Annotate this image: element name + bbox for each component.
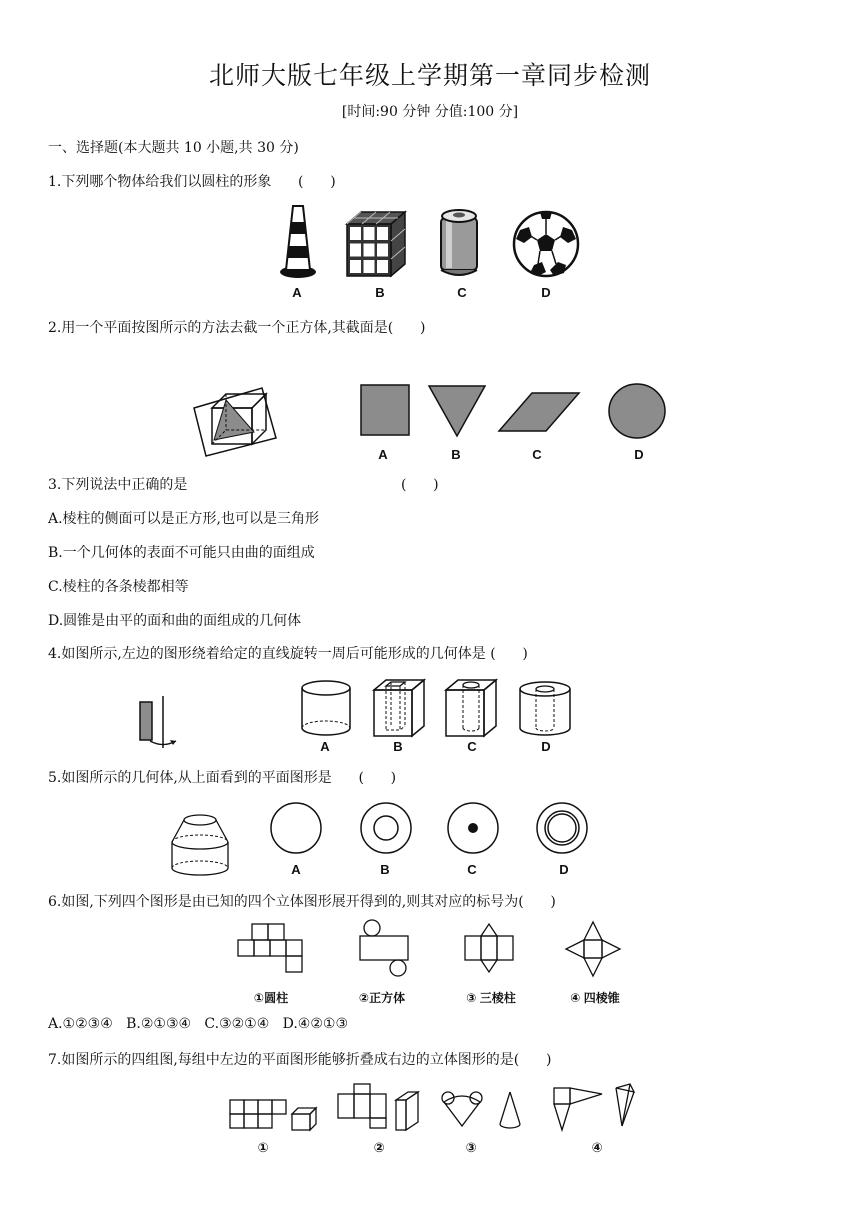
circle-with-dot-icon	[447, 802, 499, 854]
frustum-on-cylinder-figure	[166, 812, 234, 878]
triple-ring-icon	[536, 802, 588, 854]
q2-option-d-label: D	[634, 447, 644, 462]
cylinder-net-figure	[356, 918, 412, 978]
cube-cross-section-figure	[192, 386, 292, 458]
cube-net-figure	[236, 922, 306, 974]
q1-option-c-label: C	[457, 285, 467, 300]
question-5: 5.如图所示的几何体,从上面看到的平面图形是 ( )	[48, 770, 397, 786]
question-1: 1.下列哪个物体给我们以圆柱的形象 ( )	[48, 174, 336, 190]
q1-option-a-label: A	[292, 285, 302, 300]
square-section-icon	[360, 384, 410, 436]
box-with-prism-hole-icon	[372, 678, 426, 738]
cylinder-with-hole-icon	[518, 680, 572, 738]
q3-option-d: D.圆锥是由平的面和曲的面组成的几何体	[48, 613, 302, 629]
triangular-prism-net-figure	[463, 922, 517, 976]
q4-option-c-label: C	[467, 739, 477, 754]
net-pyramid-pair-figure	[552, 1080, 636, 1132]
section-heading: 一、选择题(本大题共 10 小题,共 30 分)	[48, 140, 299, 156]
q3-option-b: B.一个几何体的表面不可能只由曲的面组成	[48, 545, 315, 561]
question-4: 4.如图所示,左边的图形绕着给定的直线旋转一周后可能形成的几何体是 ( )	[48, 646, 528, 662]
q6-caption-1: ①圆柱	[253, 991, 289, 1005]
box-with-cylinder-hole-icon	[444, 678, 498, 738]
exam-info: [时间:90 分钟 分值:100 分]	[341, 104, 519, 120]
q3-option-a: A.棱柱的侧面可以是正方形,也可以是三角形	[48, 511, 320, 527]
soda-can-icon	[438, 206, 480, 280]
q6-caption-3: ③ 三棱柱	[466, 991, 516, 1005]
q1-option-b-label: B	[375, 285, 385, 300]
q2-option-b-label: B	[451, 447, 461, 462]
net-cone-pair-figure	[440, 1088, 526, 1132]
q4-option-b-label: B	[393, 739, 403, 754]
q3-option-c: C.棱柱的各条棱都相等	[48, 579, 189, 595]
q5-option-a-label: A	[291, 862, 301, 877]
triangle-section-icon	[428, 385, 486, 437]
rubiks-cube-icon	[343, 210, 407, 278]
cylinder-icon	[300, 680, 352, 738]
q1-option-d-label: D	[541, 285, 551, 300]
question-3: 3.下列说法中正确的是 ( )	[48, 477, 439, 493]
question-7: 7.如图所示的四组图,每组中左边的平面图形能够折叠成右边的立体图形的是( )	[48, 1052, 552, 1068]
single-circle-icon	[270, 802, 322, 854]
q5-option-b-label: B	[380, 862, 390, 877]
concentric-circles-icon	[360, 802, 412, 854]
q6-caption-4: ④ 四棱锥	[570, 991, 620, 1005]
traffic-cone-icon	[276, 204, 320, 280]
soccer-ball-icon	[512, 210, 580, 278]
q7-group-4-label: ④	[591, 1140, 603, 1155]
q5-option-d-label: D	[559, 862, 569, 877]
rotation-figure	[136, 696, 180, 750]
q2-option-a-label: A	[378, 447, 388, 462]
q5-option-c-label: C	[467, 862, 477, 877]
pyramid-net-figure	[564, 920, 622, 978]
page-title: 北师大版七年级上学期第一章同步检测	[208, 61, 651, 90]
q7-group-2-label: ②	[373, 1140, 385, 1155]
q4-option-d-label: D	[541, 739, 551, 754]
net-prism-pair-figure	[336, 1082, 420, 1132]
q4-option-a-label: A	[320, 739, 330, 754]
q6-caption-2: ②正方体	[358, 991, 406, 1005]
circle-section-icon	[608, 383, 666, 439]
q7-group-3-label: ③	[465, 1140, 477, 1155]
q2-option-c-label: C	[532, 447, 542, 462]
net-cube-pair-figure	[228, 1098, 322, 1132]
q7-group-1-label: ①	[257, 1140, 269, 1155]
question-6: 6.如图,下列四个图形是由已知的四个立体图形展开得到的,则其对应的标号为( )	[48, 894, 556, 910]
parallelogram-section-icon	[498, 392, 580, 432]
question-2: 2.用一个平面按图所示的方法去截一个正方体,其截面是( )	[48, 320, 426, 336]
q6-options: A.①②③④ B.②①③④ C.③②①④ D.④②①③	[48, 1016, 349, 1032]
